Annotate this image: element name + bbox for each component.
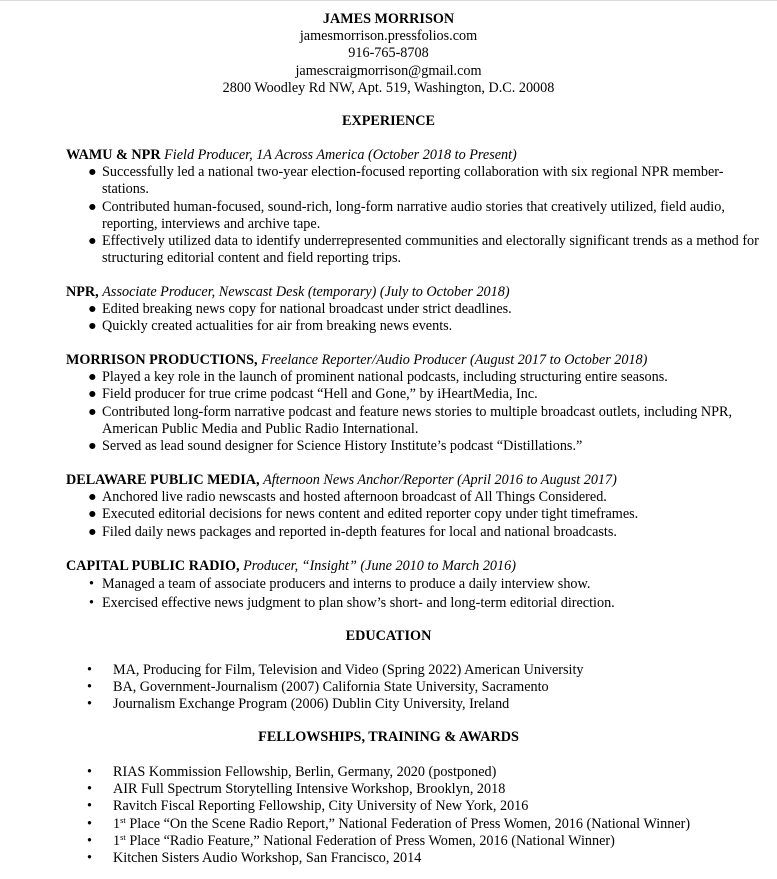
job-bullet-list (66, 369, 766, 455)
bullet-text: Contributed long-form narrative podcast and feature news stories to multiple broadcast outlets, including NPR, American Public Media and Public Radio International. (102, 403, 733, 437)
list-item (87, 850, 767, 867)
job-delaware-public-media (66, 472, 766, 541)
job-bullet-list (66, 489, 766, 541)
page-top-border (0, 0, 777, 1)
bullet-text: Served as lead sound designer for Science History Institute’s podcast “Distillations.” (102, 438, 583, 454)
award-entry: Ravitch Fiscal Reporting Fellowship, City University of New York, 2016 (113, 798, 529, 815)
list-item (87, 833, 767, 850)
bullet-icon: ● (88, 198, 97, 215)
job-morrison-productions (66, 352, 766, 455)
list-item (66, 301, 766, 318)
bullet-icon: • (89, 595, 94, 612)
list-item (66, 404, 766, 438)
list-item (66, 318, 766, 335)
bullet-text: Effectively utilized data to identify underrepresented communities and electorally significant trends as a method for structuring editorial content and field reporting trips. (102, 233, 759, 267)
job-role: Afternoon News Anchor/Reporter (April 2016 to August 2017) (263, 472, 617, 488)
award-place: 1 (113, 815, 121, 832)
job-role: Associate Producer, Newscast Desk (temporary) (July to October 2018) (102, 284, 510, 300)
bullet-icon: ● (88, 318, 97, 335)
list-item (87, 662, 767, 679)
education-heading: EDUCATION (345, 628, 432, 644)
job-bullet-list (66, 301, 766, 335)
bullet-icon: ● (88, 301, 97, 318)
bullet-icon: ● (88, 403, 97, 420)
bullet-icon: • (87, 832, 92, 849)
job-organization: CAPITAL PUBLIC RADIO, (66, 558, 240, 574)
bullet-text: Contributed human-focused, sound-rich, long-form narrative audio stories that creatively utilized, field audio, reporting, interviews and archive tape. (102, 198, 725, 232)
job-header (66, 558, 766, 575)
bullet-icon: • (87, 781, 92, 798)
bullet-icon: ● (88, 369, 97, 386)
job-header (66, 472, 766, 489)
bullet-text: Exercised effective news judgment to plan show’s short- and long-term editorial direction. (102, 595, 615, 612)
list-item (66, 489, 766, 506)
job-organization: DELAWARE PUBLIC MEDIA, (66, 472, 260, 488)
website-link[interactable]: jamesmorrison.pressfolios.com (299, 28, 478, 45)
bullet-icon: • (87, 815, 92, 832)
award-entry: Place “On the Scene Radio Report,” National Federation of Press Women, 2016 (National Winner) (125, 815, 691, 832)
list-item (66, 438, 766, 455)
job-npr (66, 284, 766, 336)
job-capital-public-radio (66, 558, 766, 613)
bullet-icon: ● (88, 233, 97, 249)
list-item (66, 369, 766, 386)
list-item (66, 386, 766, 403)
list-item (87, 764, 767, 781)
candidate-name: JAMES MORRISON (322, 11, 455, 27)
resume-header (0, 11, 777, 97)
list-item (87, 781, 767, 798)
bullet-icon: ● (88, 506, 97, 523)
job-header (66, 352, 766, 369)
ordinal-suffix: st (120, 814, 126, 825)
award-entry: Place “Radio Feature,” National Federation of Press Women, 2016 (National Winner) (125, 832, 615, 849)
bullet-icon: • (89, 576, 94, 593)
bullet-text: Edited breaking news copy for national broadcast under strict deadlines. (102, 301, 512, 318)
fellowships-list (87, 764, 767, 867)
job-wamu-npr (66, 147, 766, 267)
mailing-address: 2800 Woodley Rd NW, Apt. 519, Washington, D.C. 20008 (222, 79, 555, 96)
list-item (66, 164, 766, 198)
job-role: Freelance Reporter/Audio Producer (August 2017 to October 2018) (261, 352, 648, 368)
bullet-icon: • (87, 798, 92, 815)
award-entry: AIR Full Spectrum Storytelling Intensive Workshop, Brooklyn, 2018 (113, 781, 506, 798)
bullet-icon: • (87, 662, 92, 678)
bullet-icon: • (87, 764, 92, 780)
job-organization: WAMU & NPR (66, 147, 161, 163)
education-list (87, 662, 767, 714)
bullet-text: Field producer for true crime podcast “Hell and Gone,” by iHeartMedia, Inc. (102, 386, 538, 403)
job-role: Producer, “Insight” (June 2010 to March 2016) (243, 558, 516, 574)
list-item (87, 798, 767, 815)
list-item (87, 816, 767, 833)
education-entry: Journalism Exchange Program (2006) Dublin City University, Ireland (113, 696, 510, 713)
job-header (66, 284, 766, 301)
job-bullet-list (66, 164, 766, 267)
job-role: Field Producer, 1A Across America (October 2018 to Present) (164, 147, 517, 163)
bullet-icon: ● (88, 386, 97, 403)
bullet-text: Played a key role in the launch of prominent national podcasts, including structuring entire seasons. (102, 369, 668, 386)
education-entry: MA, Producing for Film, Television and Video (Spring 2022) American University (113, 662, 584, 678)
list-item (66, 594, 766, 613)
bullet-text: Quickly created actualities for air from breaking news events. (102, 318, 453, 335)
award-place: 1 (113, 832, 121, 849)
award-entry: RIAS Kommission Fellowship, Berlin, Germany, 2020 (postponed) (113, 764, 497, 780)
bullet-icon: • (87, 849, 92, 866)
list-item (87, 679, 767, 696)
list-item (66, 575, 766, 594)
email-link[interactable]: jamescraigmorrison@gmail.com (295, 62, 482, 79)
list-item (66, 199, 766, 233)
bullet-icon: ● (88, 523, 97, 540)
job-organization: MORRISON PRODUCTIONS, (66, 352, 258, 368)
experience-heading: EXPERIENCE (341, 113, 436, 129)
bullet-text: Managed a team of associate producers and interns to produce a daily interview show. (102, 576, 591, 593)
list-item (66, 233, 766, 267)
ordinal-suffix: st (120, 831, 126, 842)
list-item (87, 696, 767, 713)
bullet-icon: ● (88, 164, 97, 181)
bullet-icon: • (87, 696, 92, 713)
list-item (66, 524, 766, 541)
education-entry: BA, Government-Journalism (2007) California State University, Sacramento (113, 679, 549, 696)
bullet-text: Filed daily news packages and reported in-depth features for local and national broadcasts. (102, 523, 617, 540)
list-item (66, 506, 766, 523)
bullet-text: Anchored live radio newscasts and hosted afternoon broadcast of All Things Considered. (102, 489, 607, 506)
job-header (66, 147, 766, 164)
award-entry: Kitchen Sisters Audio Workshop, San Francisco, 2014 (113, 849, 422, 866)
phone-number: 916-765-8708 (348, 45, 429, 62)
fellowships-heading: FELLOWSHIPS, TRAINING & AWARDS (258, 729, 519, 745)
bullet-icon: ● (88, 438, 97, 454)
bullet-icon: • (87, 679, 92, 696)
bullet-icon: ● (88, 489, 97, 506)
job-organization: NPR, (66, 284, 99, 300)
bullet-text: Executed editorial decisions for news content and edited reporter copy under tight timeframes. (102, 506, 639, 523)
bullet-text: Successfully led a national two-year election-focused reporting collaboration with six regional NPR member-stations. (102, 164, 724, 198)
job-bullet-list (66, 575, 766, 613)
